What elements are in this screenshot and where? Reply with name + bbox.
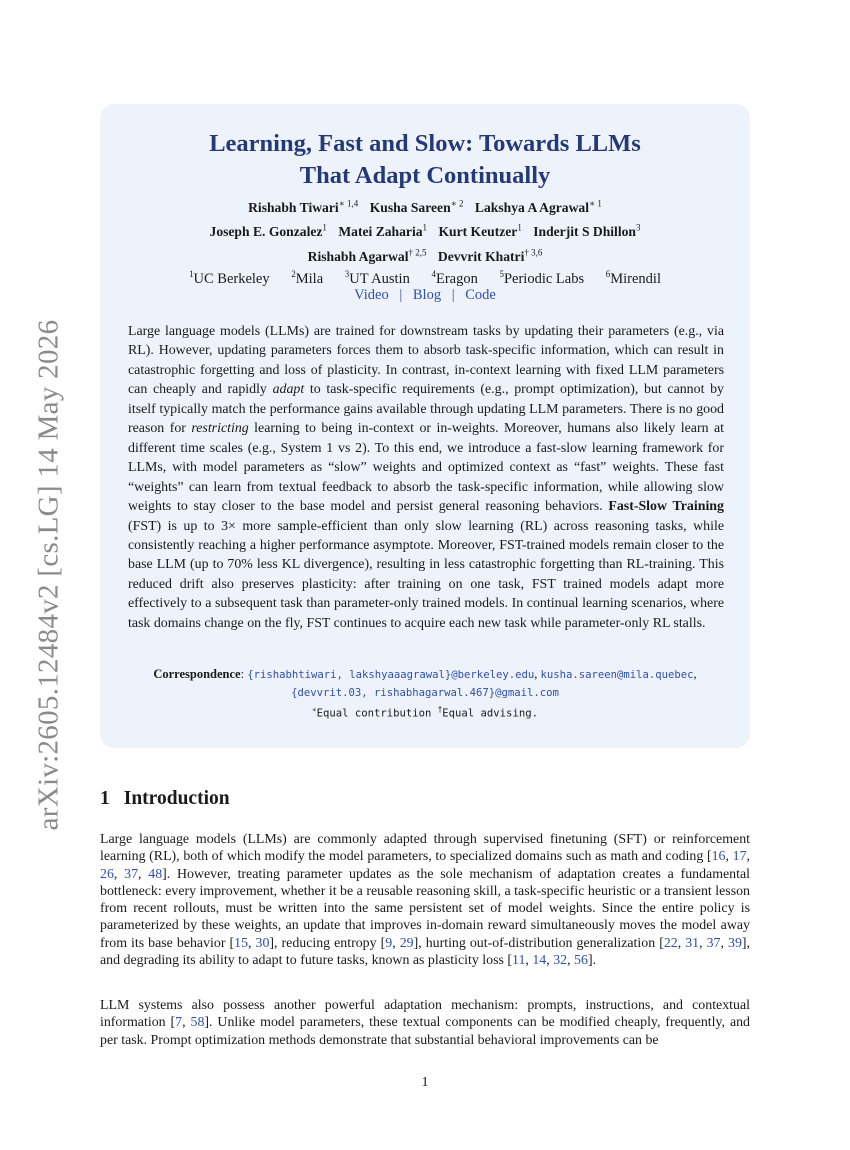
affiliation: $^5$Periodic Labs <box>499 269 585 287</box>
text-run: LLM systems also possess another powerful adaptation mechanism: prompts, instructions, and contextual information [ <box>100 998 750 1031</box>
citation-link[interactable]: 9 <box>385 935 393 951</box>
citation-link[interactable]: 22 <box>663 935 678 951</box>
abstract: Large language models (LLMs) are trained for downstream tasks by updating their parameters (e.g., via RL). However, updating parameters forces them to absorb task-specific information, which can result in catastrophic forgetting and loss of plasticity. In contrast, in-context learning with fixed LLM parameters can cheaply and rapidly adapt to task-specific requirements (e.g., prompt optimization), but cannot by itself typically match the performance gains available through updating LLM parameters. There is no good reason for restricting learning to being in-context or in-weights. Moreover, humans also likely learn at different time scales (e.g., System 1 vs 2). To this end, we introduce a fast-slow learning framework for LLMs, with model parameters as “slow” weights and optimized context as “fast” weights. These fast “weights” can learn from textual feedback to absorb the task-specific information, while allowing slow weights to stay closer to the base model and persist general reasoning behaviors. Fast-Slow Training (FST) is up to 3× more sample-efficient than only slow learning (RL) across reasoning tasks, while consistently reaching a higher performance asymptote. Moreover, FST-trained models remain closer to the base LLM (up to 70% less KL divergence), resulting in less catastrophic forgetting than RL-training. This reduced drift also preserves plasticity: after training on one task, FST trained models adapt more effectively to a subsequent task than parameter-only trained models. In continual learning scenarios, where task domains change on the fly, FST continues to acquire each new task while parameter-only RL stalls. <box>128 324 724 631</box>
intro-paragraph-1 <box>100 831 750 969</box>
citation-link[interactable]: 39 <box>728 935 742 951</box>
citation-link[interactable]: 56 <box>574 953 588 969</box>
author-row-2 <box>100 218 750 243</box>
resource-links <box>100 287 750 304</box>
citation-link[interactable]: 37 <box>706 935 721 951</box>
title-card <box>100 104 750 748</box>
video-link[interactable]: Video <box>354 287 389 303</box>
affiliations <box>100 264 750 289</box>
author: Kurt Keutzer$^1$ <box>438 222 522 240</box>
citation-link[interactable]: 26 <box>100 866 114 882</box>
text-run: , <box>567 953 575 969</box>
citation-link[interactable]: 11 <box>512 953 526 969</box>
link-separator: | <box>451 287 455 303</box>
text-run: ], hurting out-of-distribution generalization [ <box>413 935 664 951</box>
citation-link[interactable]: 29 <box>399 935 414 951</box>
title-line-2: That Adapt Continually <box>299 162 551 189</box>
text-run: ], reducing entropy [ <box>269 935 386 951</box>
text-run: , <box>699 935 707 951</box>
citation-link[interactable]: 7 <box>175 1015 183 1031</box>
affiliation: $^6$Mirendil <box>605 269 661 287</box>
text-run: , <box>546 953 554 969</box>
equal-contribution-note: ∗Equal contribution †Equal advising. <box>312 705 538 720</box>
emphasis-adapt: adapt <box>272 382 305 398</box>
affiliation: $^2$Mila <box>291 269 324 287</box>
page-number: 1 <box>421 1075 429 1090</box>
fst-term: Fast-Slow Training <box>608 499 724 515</box>
correspondence-label: Correspondence <box>153 667 241 681</box>
citation-link[interactable]: 15 <box>234 935 249 951</box>
text-run: ]. However, treating parameter updates as the sole mechanism of adaptation creates a fundamental bottleneck: every improvement, whether it be a reusable reasoning skill, a task-specific heuristic or a transient lesson from recent rollouts, must be written into the same persistent set of model weights. Since the entire policy is parameterized by these weights, an update that improves in-domain reward simultaneously moves the model away from its base behavior [ <box>100 866 750 951</box>
correspondence: Correspondence: {rishabhtiwari, lakshyaaagrawal}@berkeley.edu, kusha.sareen@mila.quebec, {devvrit.03, rishabhagarwal.467}@gmail.com <box>153 667 697 699</box>
author: Joseph E. Gonzalez$^1$ <box>209 222 327 240</box>
email-link[interactable]: {devvrit.03, rishabhagarwal.467}@gmail.com <box>291 687 559 699</box>
code-link[interactable]: Code <box>465 287 496 303</box>
arxiv-id-text: arXiv:2605.12484v2 [cs.LG] 14 May 2026 <box>32 319 65 831</box>
author-list <box>100 193 750 267</box>
text-run: , <box>113 866 125 882</box>
citation-link[interactable]: 17 <box>732 849 747 865</box>
citation-link[interactable]: 30 <box>255 935 270 951</box>
text-run: , <box>677 935 686 951</box>
citation-link[interactable]: 32 <box>553 953 568 969</box>
title-line-1: Learning, Fast and Slow: Towards LLMs <box>209 130 641 157</box>
author-row-3 <box>100 242 750 267</box>
affiliation: $^4$Eragon <box>431 269 478 287</box>
text-run: ]. Unlike model parameters, these textual components can be modified cheaply, frequently, and per task. Prompt optimization methods demonstrate that substantial behavioral improvements can be <box>100 1015 750 1048</box>
citation-link[interactable]: 31 <box>685 935 700 951</box>
section-heading <box>100 788 230 810</box>
citation-link[interactable]: 16 <box>711 849 726 865</box>
author: Kusha Sareen$^{∗ 2}$ <box>369 198 464 215</box>
author: Lakshya A Agrawal$^{∗ 1}$ <box>474 198 602 215</box>
section-number: 1 <box>100 788 110 809</box>
email-link[interactable]: {rishabhtiwari, lakshyaaagrawal}@berkeley.edu <box>247 669 535 681</box>
affiliation: $^3$UT Austin <box>344 269 410 287</box>
paper-title <box>100 128 750 192</box>
author-row-1 <box>100 193 750 218</box>
text-run: , <box>182 1015 191 1031</box>
intro-paragraph-2 <box>100 997 750 1049</box>
citation-link[interactable]: 58 <box>190 1015 205 1031</box>
text-run: , <box>138 866 149 882</box>
author: Matei Zaharia$^1$ <box>338 222 428 240</box>
author: Devvrit Khatri$^{\dagger 3,6}$ <box>437 247 543 264</box>
text-run: , <box>746 849 750 865</box>
citation-link[interactable]: 48 <box>148 866 163 882</box>
arxiv-identifier <box>12 0 65 1150</box>
citation-link[interactable]: 14 <box>532 953 547 969</box>
citation-link[interactable]: 37 <box>124 866 139 882</box>
text-run: ]. <box>587 953 597 969</box>
text-run: , <box>392 935 400 951</box>
text-run: , <box>725 849 733 865</box>
text-run: ], and degrading its ability to adapt to future tasks, known as plasticity loss [ <box>100 935 750 969</box>
email-link[interactable]: kusha.sareen@mila.quebec <box>540 669 694 681</box>
author: Rishabh Tiwari$^{∗ 1,4}$ <box>248 198 359 215</box>
emphasis-restricting: restricting <box>191 421 249 437</box>
text-run: , <box>720 935 728 951</box>
author: Inderjit S Dhillon$^3$ <box>533 222 641 240</box>
section-title: Introduction <box>123 788 230 809</box>
link-separator: | <box>399 287 403 303</box>
affiliation: $^1$UC Berkeley <box>189 269 270 287</box>
author: Rishabh Agarwal$^{\dagger 2,5}$ <box>307 247 427 264</box>
blog-link[interactable]: Blog <box>412 287 442 303</box>
text-run: , <box>248 935 256 951</box>
text-run: Large language models (LLMs) are commonly adapted through supervised finetuning (SFT) or reinforcement learning (RL), both of which modify the model parameters, to specialized domains such as math and coding [ <box>100 832 750 865</box>
text-run: , <box>525 953 533 969</box>
